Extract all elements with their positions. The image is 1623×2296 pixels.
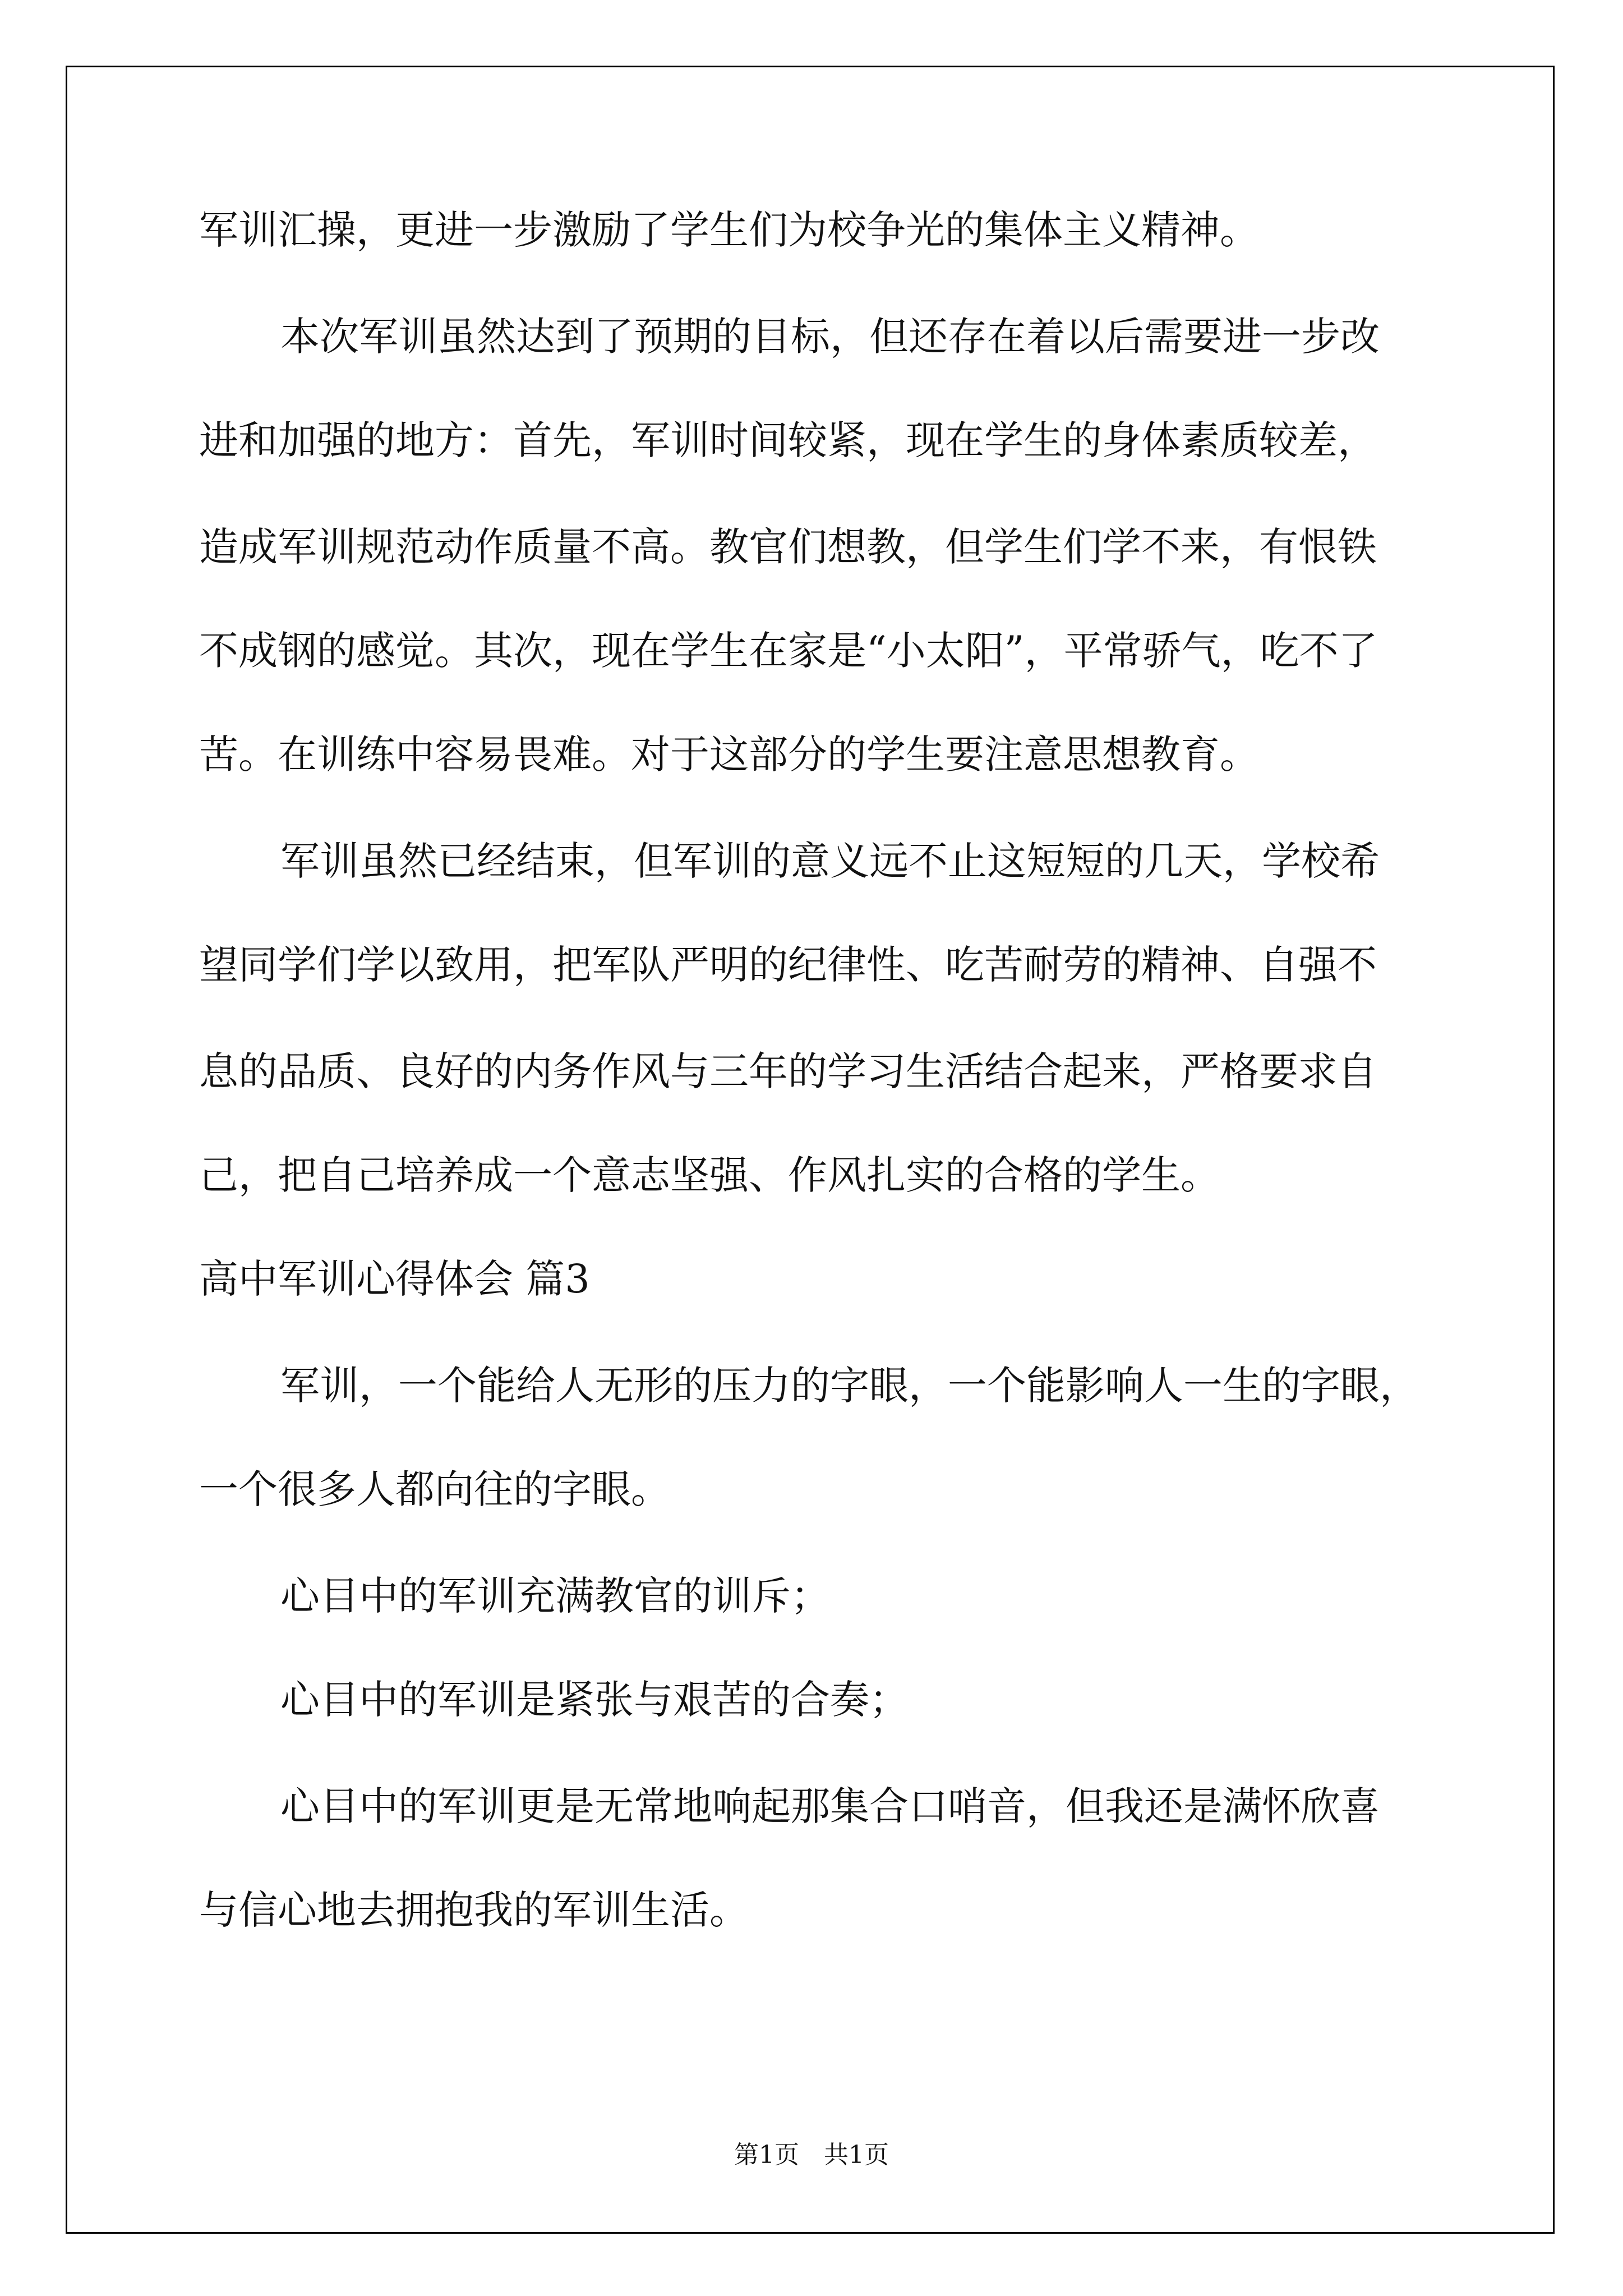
text-line: 与信心地去拥抱我的军训生活。 bbox=[199, 1887, 749, 1933]
text-line: 不成钢的感觉。其次，现在学生在家是“小太阳”，平常骄气，吃不了 bbox=[199, 628, 1378, 674]
text-line: 一个很多人都向往的字眼。 bbox=[199, 1466, 670, 1512]
paragraph-start-line: 心目中的军训更是无常地响起那集合口哨音，但我还是满怀欣喜 bbox=[280, 1783, 1380, 1829]
paragraph-start-line: 军训，一个能给人无形的压力的字眼，一个能影响人一生的字眼， bbox=[280, 1363, 1419, 1409]
paragraph-start-line: 心目中的军训充满教官的训斥； bbox=[280, 1573, 830, 1619]
paragraph-start-line: 心目中的军训是紧张与艰苦的合奏； bbox=[280, 1677, 909, 1723]
text-line: 军训汇操，更进一步激励了学生们为校争光的集体主义精神。 bbox=[199, 207, 1259, 253]
text-line: 己，把自己培养成一个意志坚强、作风扎实的合格的学生。 bbox=[199, 1152, 1220, 1198]
text-line: 进和加强的地方：首先，军训时间较紧，现在学生的身体素质较差， bbox=[199, 417, 1377, 463]
paragraph-start-line: 本次军训虽然达到了预期的目标，但还存在着以后需要进一步改 bbox=[280, 314, 1380, 360]
page-number-footer: 第1页 共1页 bbox=[734, 2141, 889, 2169]
text-line: 望同学们学以致用，把军队严明的纪律性、吃苦耐劳的精神、自强不 bbox=[199, 942, 1377, 988]
paragraph-start-line: 军训虽然已经结束，但军训的意义远不止这短短的几天，学校希 bbox=[280, 838, 1380, 884]
text-line: 苦。在训练中容易畏难。对于这部分的学生要注意思想教育。 bbox=[199, 731, 1259, 777]
text-line: 息的品质、良好的内务作风与三年的学习生活结合起来，严格要求自 bbox=[199, 1048, 1377, 1094]
text-line: 造成军训规范动作质量不高。教官们想教，但学生们学不来，有恨铁 bbox=[199, 524, 1377, 570]
section-heading: 高中军训心得体会 篇3 bbox=[199, 1256, 590, 1302]
